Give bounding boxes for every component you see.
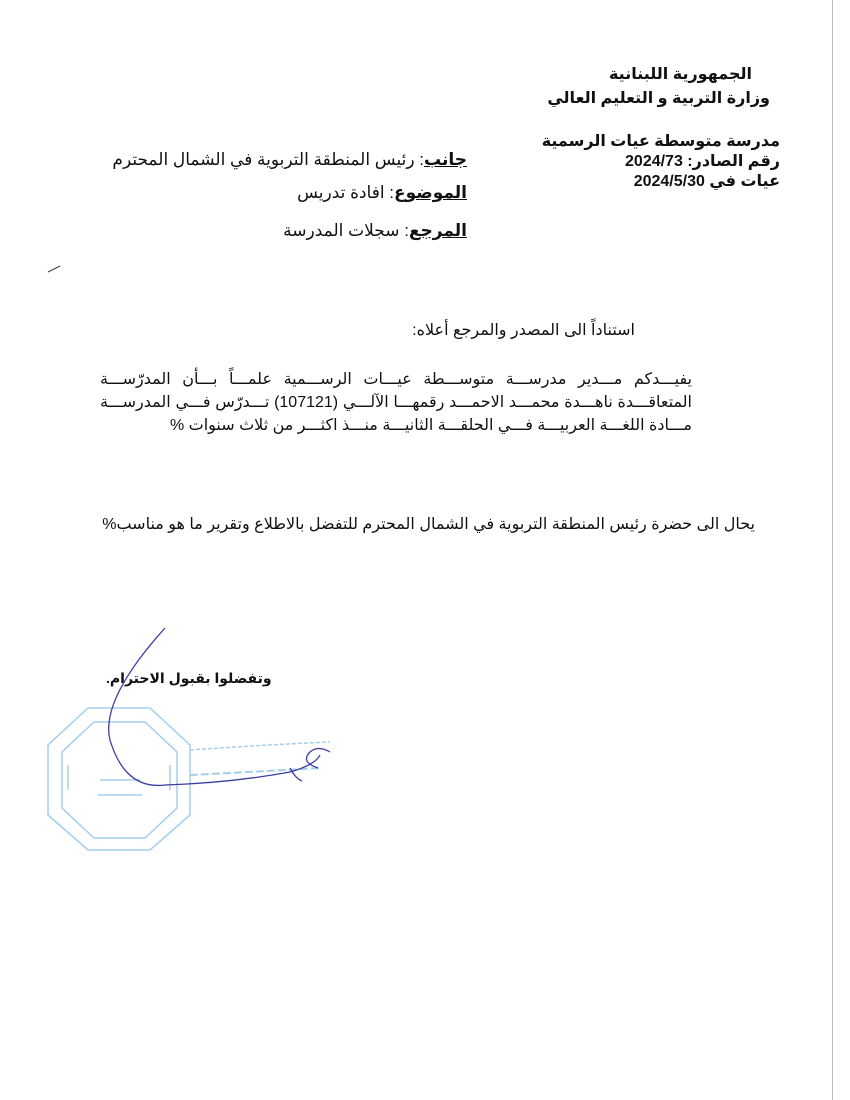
recipient-value: : رئيس المنطقة التربوية في الشمال المحترم (112, 150, 424, 169)
signature (109, 628, 330, 785)
reference-label: المرجع (408, 221, 467, 240)
reference-value: : سجلات المدرسة (283, 221, 409, 240)
subject-label: الموضوع (394, 183, 467, 202)
intro-line: استناداً الى المصدر والمرجع أعلاه: (412, 322, 635, 339)
closing-line: وتفضلوا بقبول الاحترام. (106, 670, 272, 686)
subject-value: : افادة تدريس (297, 183, 395, 202)
country-name: الجمهورية اللبنانية (608, 66, 752, 83)
letter-date: عيات في 2024/5/30 (633, 173, 780, 190)
school-stamp (48, 708, 330, 850)
referral-paragraph: يحال الى حضرة رئيس المنطقة التربوية في الشمال المحترم للتفضل بالاطلاع وتقرير ما هو مناسب% (102, 516, 755, 533)
recipient-label: جانب (423, 150, 467, 169)
school-name: مدرسة متوسطة عيات الرسمية (541, 133, 780, 150)
ministry-name: وزارة التربية و التعليم العالي (547, 90, 770, 107)
body-paragraph: يفيـــدكم مـــدير مدرســـة متوســـطة عيـــات الرســـمية علمـــاً بـــأن المدرّســـة المتعاقـــدة ناهـــدة محمـــد الاحمـــد رقمهـــا الآلـــي (107121) تـــدرّس فـــي المدرســـة مـــادة اللغـــة العربيـــة فـــي الحلقـــة الثانيـــة منـــذ اكثـــر من ثلاث سنوات % (100, 371, 693, 434)
issue-number: رقم الصادر: 2024/73 (625, 153, 780, 170)
pen-mark (48, 266, 60, 272)
